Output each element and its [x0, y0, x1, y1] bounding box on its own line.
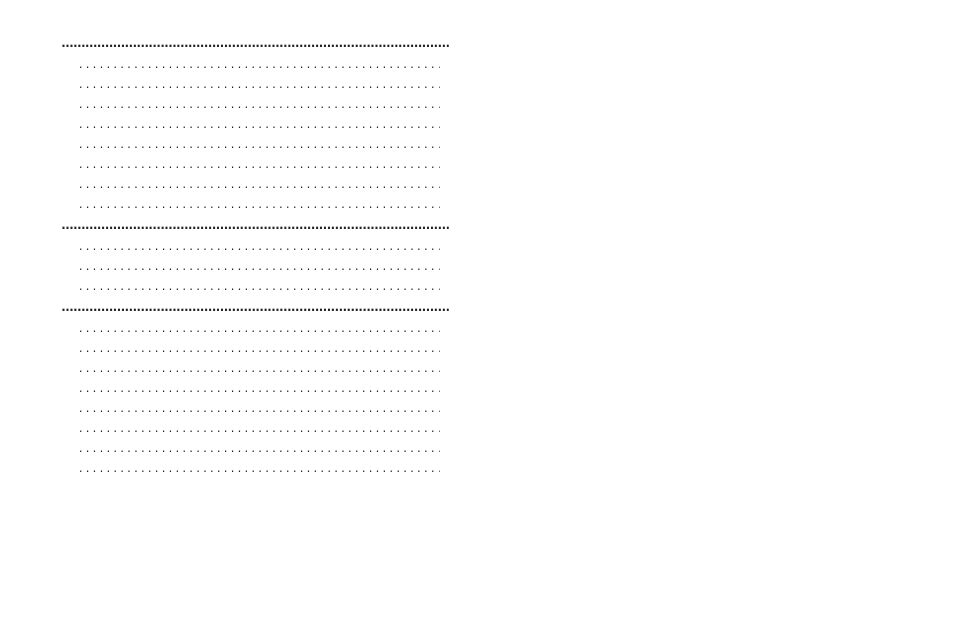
- toc-entry-ul-certified-travel-adapter[interactable]: [56, 360, 442, 380]
- dot-leader: [79, 238, 439, 253]
- dot-leader: [79, 56, 439, 71]
- dot-leader: [79, 176, 439, 191]
- dot-leader: [79, 400, 439, 415]
- dot-leader: [79, 76, 439, 91]
- toc-entry-icon-glossary[interactable]: [56, 258, 442, 278]
- toc-entry-consumer-information-on-wireless-phones[interactable]: [56, 380, 442, 400]
- toc-section-section-17-changing-your-settings[interactable]: [56, 34, 451, 56]
- dot-leader: [62, 216, 450, 234]
- toc-entry-settings-menu[interactable]: [56, 56, 442, 76]
- toc-entry-location[interactable]: [56, 76, 442, 96]
- dot-leader: [79, 96, 439, 111]
- toc-entry-responsible-listening[interactable]: [56, 420, 442, 440]
- toc-entry-using-your-phone-near-other-electronic-devices[interactable]: [56, 460, 442, 480]
- toc-entry-memory-manager[interactable]: [56, 196, 442, 216]
- dot-leader: [79, 156, 439, 171]
- dot-leader: [79, 340, 439, 355]
- dot-leader: [79, 258, 439, 273]
- toc-entry-samsung-mobile-products-and-recycling[interactable]: [56, 340, 442, 360]
- dot-leader: [79, 196, 439, 211]
- toc-entry-display-settings[interactable]: [56, 116, 442, 136]
- dot-leader: [62, 34, 450, 52]
- toc-entry-sounds-settings[interactable]: [56, 136, 442, 156]
- dot-leader: [79, 440, 439, 455]
- toc-entry-phone-number[interactable]: [56, 238, 442, 258]
- toc-entry-widget[interactable]: [56, 96, 442, 116]
- dot-leader: [79, 460, 439, 475]
- toc-section-section-19-health-and-safety-information[interactable]: [56, 298, 451, 320]
- toc-entry-operating-environment[interactable]: [56, 440, 442, 460]
- toc-entry-call-settings[interactable]: [56, 156, 442, 176]
- dot-leader: [79, 320, 439, 335]
- toc-entry-road-safety[interactable]: [56, 400, 442, 420]
- dot-leader: [62, 298, 450, 316]
- toc-left-column: [56, 34, 451, 498]
- dot-leader: [79, 136, 439, 151]
- toc-entry-version[interactable]: [56, 278, 442, 298]
- toc-entry-phone-settings[interactable]: [56, 176, 442, 196]
- toc-entry-fcc-hearing-aid-compatibility-hac-regulations-for[interactable]: [56, 480, 442, 498]
- dot-leader: [79, 420, 439, 435]
- dot-leader: [79, 116, 439, 131]
- dot-leader: [79, 360, 439, 375]
- toc-entry-health-and-safety-information[interactable]: [56, 320, 442, 340]
- dot-leader: [79, 380, 439, 395]
- dot-leader: [79, 278, 439, 293]
- toc-section-section-18-phone-info[interactable]: [56, 216, 451, 238]
